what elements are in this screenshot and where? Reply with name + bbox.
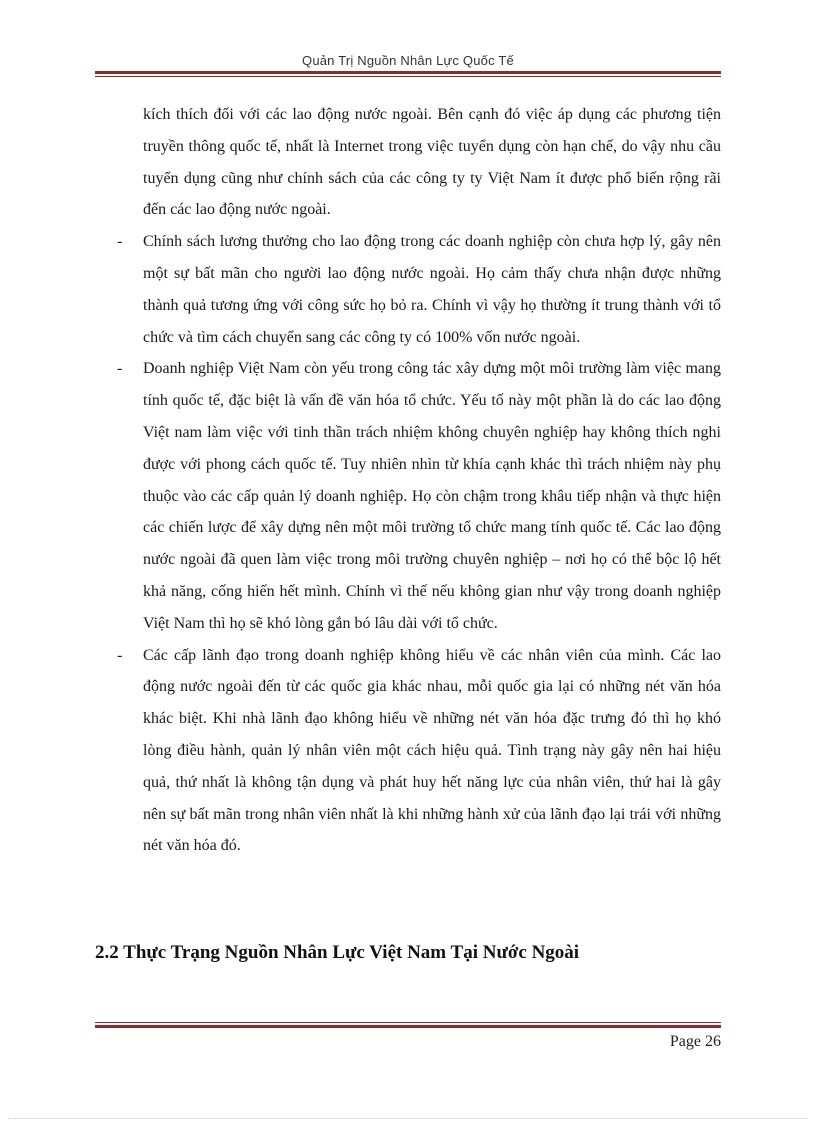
footer-divider-thick-line [95,1025,721,1028]
bullet-item [95,640,721,863]
page-number: Page 26 [669,1033,721,1050]
bullet-text: Các cấp lãnh đạo trong doanh nghiệp không hiểu về các nhân viên của mình. Các lao động nước ngoài đến từ các quốc gia khác nhau, mỗi quốc gia lại có những nét văn hóa khác biệt. Khi nhà lãnh đạo không hiểu về những nét văn hóa đặc trưng đó thì họ khó lòng điều hành, quản lý nhân viên một cách hiệu quả. Tình trạng này gây nên hai hiệu quả, thứ nhất là không tận dụng và phát huy hết năng lực của nhân viên, thứ hai là gây nên sự bất mãn trong nhân viên nhất là khi những hành xử của lãnh đạo lại trái với những nét văn hóa đó. [143,646,721,855]
header-divider-thick-line [95,71,721,74]
bullet-text: Doanh nghiệp Việt Nam còn yếu trong công tác xây dựng một môi trường làm việc mang tính quốc tế, đặc biệt là vấn đề văn hóa tổ chức. Yếu tố này một phần là do các lao động Việt nam làm việc với tinh thần trách nhiệm không chuyên nghiệp hay không thích nghi được với phong cách quốc tế. Tuy nhiên nhìn từ khía cạnh khác thì trách nhiệm này phụ thuộc vào các cấp quản lý doanh nghiệp. Họ còn chậm trong khâu tiếp nhận và thực hiện các chiến lược để xây dựng nên một môi trường tổ chức mang tính quốc tế. Các lao động nước ngoài đã quen làm việc trong môi trường chuyên nghiệp – nơi họ có thể bộc lộ hết khả năng, cống hiến hết mình. Chính vì thế nếu không gian như vậy trong doanh nghiệp Việt Nam thì họ sẽ khó lòng gắn bó lâu dài với tổ chức. [143,360,721,632]
header-divider [95,71,721,77]
header-divider-thin-line [95,76,721,77]
bullet-item [95,226,721,353]
footer-divider [95,1022,721,1028]
section-heading: 2.2 Thực Trạng Nguồn Nhân Lực Việt Nam Tại Nước Ngoài [95,942,580,963]
page-edge-dotted-line [8,1118,808,1119]
bullet-item [95,353,721,639]
footer-divider-thin-line [95,1022,721,1023]
intro-paragraph: kích thích đối với các lao động nước ngoài. Bên cạnh đó việc áp dụng các phương tiện truyền thông quốc tế, nhất là Internet trong việc tuyển dụng còn hạn chế, do vậy nhu cầu tuyển dụng cũng như chính sách của các công ty ty Việt Nam ít được phổ biến rộng rãi đến các lao động nước ngoài. [143,106,721,219]
running-header-title: Quản Trị Nguồn Nhân Lực Quốc Tế [302,53,514,68]
bullet-text: Chính sách lương thưởng cho lao động trong các doanh nghiệp còn chưa hợp lý, gây nên một sự bất mãn cho người lao động nước ngoài. Họ cảm thấy chưa nhận được những thành quả tương ứng với công sức họ bỏ ra. Chính vì vậy họ thường ít trung thành với tổ chức và tìm cách chuyển sang các công ty có 100% vốn nước ngoài. [143,233,721,346]
bullet-dash: - [117,646,123,664]
page-body [95,99,721,862]
bullet-dash: - [117,360,123,378]
bullet-dash: - [117,233,123,251]
